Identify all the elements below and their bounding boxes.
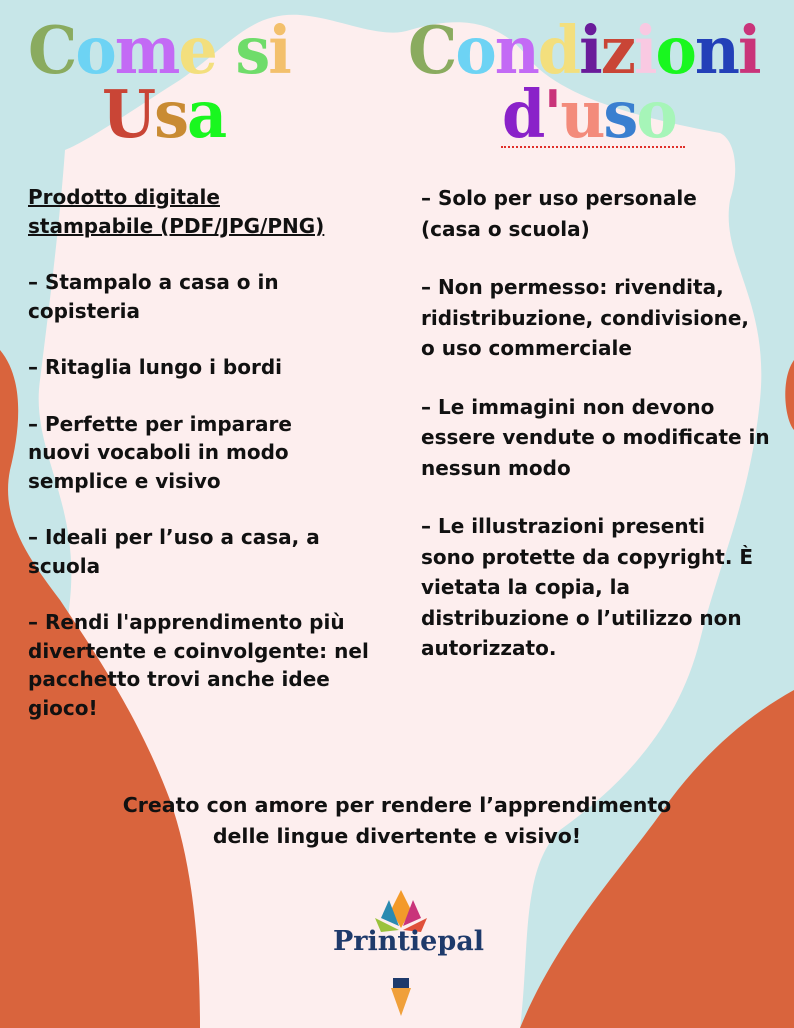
printiepal-logo [333,888,484,1018]
footer-line-2: delle lingue divertente e visivo! [212,824,582,848]
footer-line-1: Creato con amore per rendere l’apprendimento [122,793,672,817]
title-letter: C [408,12,456,89]
title-letter: d [537,12,580,89]
list-item: – Stampalo a casa o in copisteria [28,270,279,323]
title-letter: a [186,76,226,153]
footer-message [0,790,794,852]
title-letter [216,18,236,83]
title-letter: i [268,12,290,89]
title-letter: C [28,12,76,89]
list-item: – Ritaglia lungo i bordi [28,355,283,379]
logo-text: Printiepal [333,926,484,957]
title-usa [102,76,226,153]
list-item: – Ideali per l’uso a casa, a scuola [28,525,320,578]
dotted-underline [501,146,685,148]
title-letter: o [455,12,495,89]
title-letter: e [178,12,216,89]
title-letter: o [636,76,676,153]
title-letter: s [154,76,187,153]
right-column [421,183,776,692]
title-letter: o [75,12,115,89]
left-column [28,183,378,750]
title-letter: m [114,12,179,89]
title-letter: s [603,76,637,153]
list-item: – Perfette per imparare nuovi vocaboli in modo semplice e visivo [28,411,292,493]
title-letter: u [560,76,604,153]
title-letter: z [600,12,634,89]
title-letter: d [502,76,544,153]
list-item: – Solo per uso personale (casa o scuola) [421,186,697,241]
title-letter: s [235,12,269,89]
title-letter: U [102,76,155,153]
title-letter: i [579,12,601,89]
list-item: – Non permesso: rivendita, ridistribuzione, condivisione, o uso commerciale [421,275,750,360]
title-come-si [28,12,290,89]
title-letter: o [655,12,695,89]
list-item: – Le illustrazioni presenti sono protette da copyright. È vietata la copia, la distribuzione o l’utilizzo non autorizzato. [421,514,754,660]
title-letter: n [494,12,538,89]
title-letter: i [633,12,656,89]
list-item: – Le immagini non devono essere vendute o modificate in nessun modo [421,394,770,480]
title-letter: ' [543,76,561,153]
heading-line-2: stampabile (PDF/JPG/PNG) [28,213,325,238]
title-letter: n [694,12,738,89]
list-item: – Rendi l'apprendimento più divertente e coinvolgente: nel pacchetto trovi anche idee gioco! [28,610,369,720]
title-condizioni [408,12,760,89]
title-letter: i [737,12,760,89]
title-duso [502,76,676,153]
heading-line-1: Prodotto digitale [28,185,220,209]
